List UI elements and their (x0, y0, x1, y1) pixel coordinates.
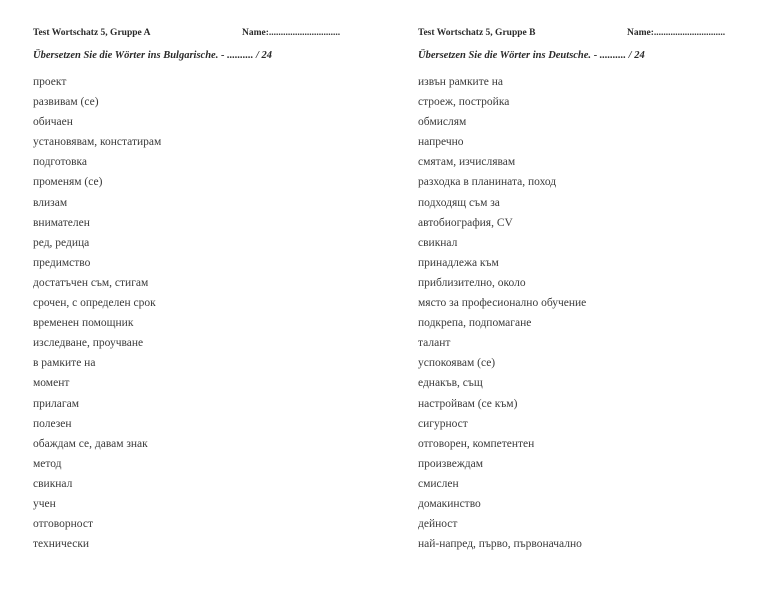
score-field: - .......... / 24 (593, 50, 645, 61)
word-item: предимство (33, 256, 91, 269)
word-item: установявам, констатирам (33, 136, 162, 149)
word-item: строеж, постройка (418, 96, 510, 109)
header-group-b (418, 28, 748, 40)
word-item: проект (33, 76, 67, 88)
word-item: обмислям (418, 116, 467, 129)
word-item: временен помощник (33, 317, 134, 330)
instruction-text: Übersetzen Sie die Wörter ins Bulgarische. (33, 50, 219, 61)
word-item: обичаен (33, 116, 73, 129)
word-item: развивам (се) (33, 96, 99, 109)
word-item: променям (се) (33, 176, 103, 189)
word-item: подкрепа, подпомагане (418, 317, 532, 330)
word-item: ред, редица (33, 236, 90, 249)
word-item: еднакъв, същ (418, 377, 483, 390)
word-item: учен (33, 497, 56, 510)
word-list-group-b (418, 74, 586, 556)
word-item: подходящ съм за (418, 196, 500, 209)
word-item: влизам (33, 196, 68, 209)
word-item: достатъчен съм, стигам (33, 276, 149, 289)
word-item: обаждам се, давам знак (33, 437, 148, 450)
word-item: момент (33, 377, 70, 390)
word-list-group-a (33, 74, 161, 556)
word-item: произвеждам (418, 457, 483, 470)
word-item: срочен, с определен срок (33, 297, 156, 310)
word-item: отговорен, компетентен (418, 437, 535, 450)
instruction-line (33, 50, 272, 61)
word-item: място за професионално обучение (418, 297, 587, 310)
instruction-text: Übersetzen Sie die Wörter ins Deutsche. (418, 50, 592, 61)
word-item: в рамките на (33, 357, 96, 370)
word-item: внимателен (33, 216, 90, 229)
word-item: изследване, проучване (33, 337, 144, 350)
word-item: автобиография, CV (418, 216, 513, 229)
test-title: Test Wortschatz 5, Gruppe B (418, 28, 536, 38)
name-field-label: Name:.............................. (627, 28, 726, 38)
word-item: смислен (418, 477, 459, 490)
test-title: Test Wortschatz 5, Gruppe A (33, 28, 151, 38)
word-item: метод (33, 457, 62, 470)
word-item: талант (418, 337, 451, 350)
word-item: извън рамките на (418, 76, 503, 88)
word-item: прилагам (33, 397, 79, 410)
word-item: настройвам (се към) (418, 397, 518, 410)
word-item: успокоявам (се) (418, 357, 496, 370)
name-field-label: Name:.............................. (242, 28, 341, 38)
score-field: - .......... / 24 (220, 50, 272, 61)
word-item: най-напред, първо, първоначално (418, 538, 582, 551)
word-item: приблизително, около (418, 276, 526, 289)
word-item: домакинство (418, 497, 481, 510)
word-item: разходка в планината, поход (418, 176, 557, 189)
word-item: отговорност (33, 518, 93, 531)
word-item: подготовка (33, 156, 88, 169)
header-group-a (33, 28, 363, 40)
word-item: дейност (418, 518, 458, 531)
word-item: смятам, изчислявам (418, 156, 516, 169)
word-item: свикнал (418, 236, 458, 249)
word-item: сигурност (418, 417, 468, 430)
word-item: напречно (418, 136, 464, 149)
word-item: принадлежа към (418, 256, 499, 269)
word-item: технически (33, 538, 90, 551)
instruction-line (418, 50, 645, 61)
word-item: полезен (33, 417, 72, 430)
word-item: свикнал (33, 477, 73, 490)
